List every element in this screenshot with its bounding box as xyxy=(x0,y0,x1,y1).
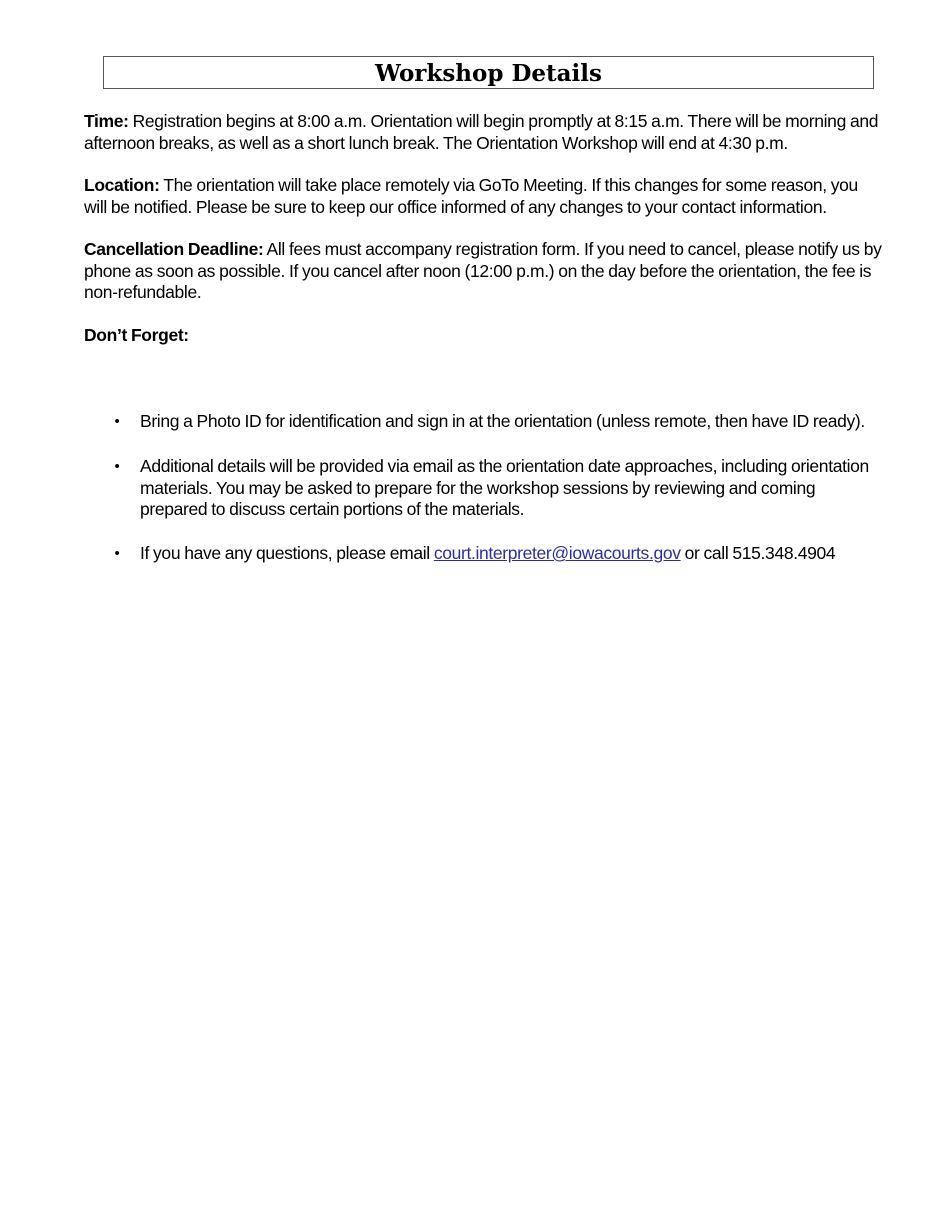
bullet-icon: • xyxy=(114,545,120,562)
time-text: Registration begins at 8:00 a.m. Orientation will begin promptly at 8:15 a.m. There will be morning and afternoon breaks, as well as a short lunch break. The Orientation Workshop will end at 4:30 p.m. xyxy=(84,111,879,153)
location-text: The orientation will take place remotely via GoTo Meeting. If this changes for some reason, you will be notified. Please be sure to keep our office informed of any changes to your contact information. xyxy=(84,175,858,217)
location-label: Location: xyxy=(84,175,160,195)
page-title: Workshop Details xyxy=(103,56,874,89)
list-item xyxy=(110,543,870,565)
list-item xyxy=(110,456,870,521)
cancellation-paragraph xyxy=(84,239,884,304)
cancellation-label: Cancellation Deadline: xyxy=(84,239,264,259)
time-label: Time: xyxy=(84,111,129,131)
contact-suffix: or call 515.348.4904 xyxy=(680,543,836,563)
email-link[interactable]: court.interpreter@iowacourts.gov xyxy=(433,543,681,563)
list-item-text xyxy=(140,543,870,565)
list-item-text: Bring a Photo ID for identification and sign in at the orientation (unless remote, then have ID ready). xyxy=(140,411,865,431)
time-paragraph xyxy=(84,111,884,154)
bullet-icon: • xyxy=(114,413,120,430)
dont-forget-heading: Don’t Forget: xyxy=(84,325,189,345)
list-item-text: Additional details will be provided via email as the orientation date approaches, including orientation materials. You may be asked to prepare for the workshop sessions by reviewing and coming prepared to discuss certain portions of the materials. xyxy=(140,456,869,519)
location-paragraph xyxy=(84,175,884,218)
bullet-icon: • xyxy=(114,458,120,475)
cancellation-text: All fees must accompany registration form. If you need to cancel, please notify us by phone as soon as possible. If you cancel after noon (12:00 p.m.) on the day before the orientation, the fee is non-refundable. xyxy=(84,239,882,302)
list-item xyxy=(110,411,870,433)
contact-prefix: If you have any questions, please email xyxy=(140,543,434,563)
